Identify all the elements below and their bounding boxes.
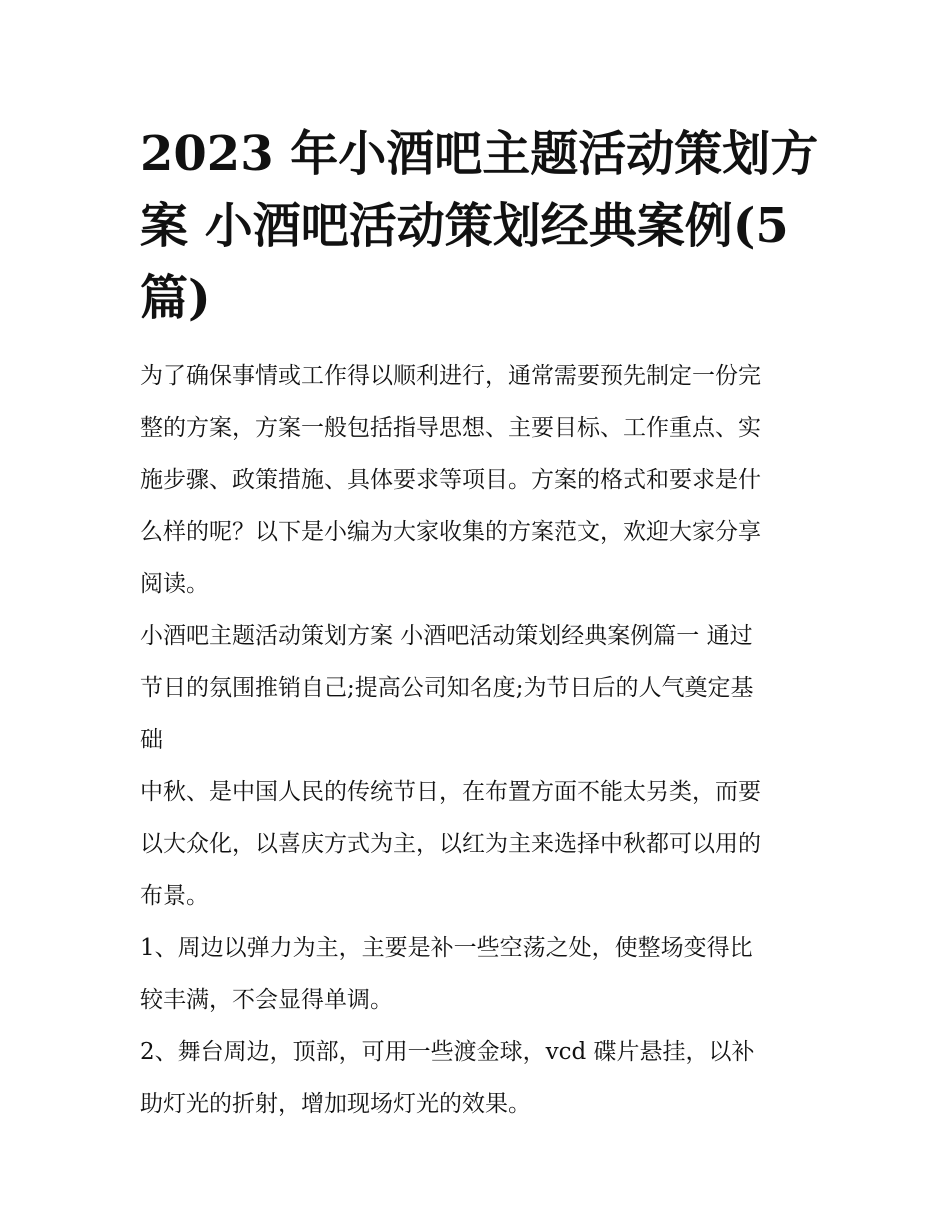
text-line: 整的方案，方案一般包括指导思想、主要目标、工作重点、实 [140,415,761,441]
text-line: 以大众化，以喜庆方式为主，以红为主来选择中秋都可以用的 [140,831,761,857]
text-line: 2、舞台周边，顶部，可用一些渡金球，vcd 碟片悬挂，以补 [140,1039,755,1065]
text-line: 为了确保事情或工作得以顺利进行，通常需要预先制定一份完 [140,363,761,389]
text-line: 小酒吧主题活动策划方案 小酒吧活动策划经典案例篇一 通过 [140,623,753,649]
document-body [140,350,812,1130]
intro-paragraph [140,350,812,610]
text-line: 较丰满，不会显得单调。 [140,987,393,1013]
text-line: 阅读。 [140,571,209,597]
document-title [140,118,819,334]
text-line: 中秋、是中国人民的传统节日，在布置方面不能太另类，而要 [140,779,761,805]
section-heading-paragraph [140,610,812,766]
text-line: 节日的氛围推销自己;提高公司知名度;为节日后的人气奠定基 [140,675,754,701]
text-line: 布景。 [140,883,209,909]
text-line: 础 [140,727,163,753]
title-line: 案 小酒吧活动策划经典案例(5 [140,198,789,254]
list-item-1 [140,922,812,1026]
text-line: 施步骤、政策措施、具体要求等项目。方案的格式和要求是什 [140,467,761,493]
title-line: 篇) [140,270,211,326]
title-line: 2023 年小酒吧主题活动策划方 [140,126,819,182]
text-line: 么样的呢？以下是小编为大家收集的方案范文，欢迎大家分享 [140,519,761,545]
list-item-2 [140,1026,812,1130]
body-paragraph [140,766,812,922]
text-line: 助灯光的折射，增加现场灯光的效果。 [140,1091,531,1117]
document-page [140,118,819,1130]
text-line: 1、周边以弹力为主，主要是补一些空荡之处，使整场变得比 [140,935,753,961]
